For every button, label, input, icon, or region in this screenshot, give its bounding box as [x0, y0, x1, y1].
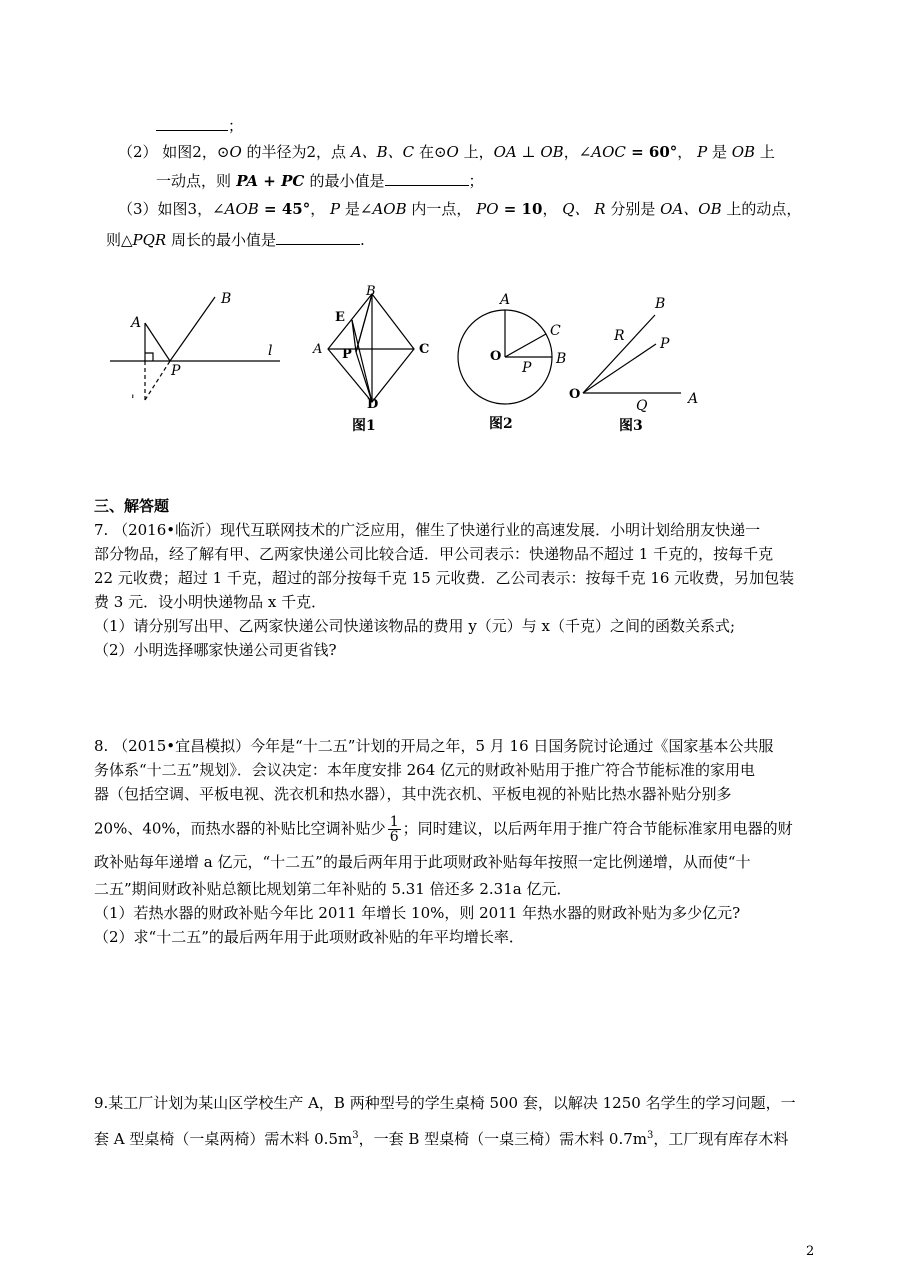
q8-line-7: （1）若热水器的财政补贴今年比 2011 年增长 10%，则 2011 年热水器的财政补贴为多少亿元?: [94, 904, 741, 922]
label-p: P: [660, 336, 670, 352]
geometry-figures: [0, 280, 909, 480]
label-a: A: [688, 391, 699, 407]
q9-line-2: 套 A 型桌椅（一桌两椅）需木料 $0.5m^3$，一套 B 型桌椅（一桌三椅）需木料 $0.7m^3$，工厂现有库存木料: [94, 1130, 789, 1148]
q7-line-1: 7. （2016•临沂）现代互联网技术的广泛应用，催生了快递行业的高速发展．小明计划给朋友快递一: [94, 521, 761, 539]
caption-fig3: 图3: [619, 418, 643, 434]
q8-line-4: 20%、40%，而热水器的补贴比空调补贴少 $\frac{1}{6}$ ；同时建议，以后两年用于推广符合节能标准家用电器的财: [94, 814, 793, 845]
q7-line-4: 费 3 元．设小明快递物品 x 千克．: [94, 593, 327, 611]
figure-angle: [583, 315, 681, 393]
q8-line-5: 政补贴每年递增 a 亿元，“十二五”的最后两年用于此项财政补贴每年按照一定比例递增，从而使“十: [94, 853, 751, 871]
label-b: B: [221, 291, 232, 307]
section-heading: 三、解答题: [94, 497, 170, 515]
segment-pb: [170, 297, 215, 361]
label-c: C: [550, 323, 561, 339]
q6-answer-blank-1: ；: [156, 116, 243, 135]
label-a: A: [500, 292, 511, 308]
caption-fig2: 图2: [489, 416, 513, 432]
page-number: 2: [806, 1244, 815, 1259]
right-angle-mark: [145, 353, 153, 361]
segment-bp: [356, 294, 372, 352]
segment-ap: [145, 323, 170, 361]
q8-line-1: 8. （2015•宜昌模拟）今年是“十二五”计划的开局之年，5 月 16 日国务院讨论通过《国家基本公共服: [94, 737, 774, 755]
answer-blank: [385, 171, 469, 186]
dashed-to-p: [145, 361, 170, 400]
q7-line-2: 部分物品，经了解有甲、乙两家快递公司比较合适．甲公司表示：快递物品不超过 1 千克的，按每千克: [94, 545, 774, 563]
q6-part3-line1: （3）如图3，∠AOB = 45°， P 是∠AOB 内一点， PO = 10， Q、 R 分别是 OA、OB 上的动点，: [118, 200, 802, 218]
label-l: l: [268, 343, 273, 359]
label-b: B: [655, 296, 666, 312]
label-p: P: [171, 363, 181, 379]
fraction-one-sixth: $\frac{1}{6}$: [389, 814, 399, 845]
caption-fig1: 图1: [352, 418, 376, 434]
label-a: A: [131, 315, 142, 331]
figure-line-l: [110, 297, 280, 400]
segment-pd: [356, 352, 372, 402]
q8-line-6: 二五”期间财政补贴总额比规划第二年补贴的 5.31 倍还多 2.31a 亿元．: [94, 880, 572, 898]
label-p: P: [522, 360, 532, 376]
q8-line-2: 务体系“十二五”规划》．会议决定：本年度安排 264 亿元的财政补贴用于推广符合节能标准的家用电: [94, 761, 756, 779]
q7-line-5: （1）请分别写出甲、乙两家快递公司快递该物品的费用 y（元）与 x（千克）之间的函数关系式;: [94, 617, 736, 635]
label-b: B: [366, 284, 376, 299]
q9-line-1: 9.某工厂计划为某山区学校生产 A，B 两种型号的学生桌椅 500 套，以解决 1250 名学生的学习问题，一: [94, 1094, 796, 1112]
q8-line-8: （2）求“十二五”的最后两年用于此项财政补贴的年平均增长率．: [94, 928, 524, 946]
answer-blank: [156, 116, 228, 131]
segment-op: [583, 344, 656, 393]
label-b: B: [556, 351, 567, 367]
label-o: O: [569, 387, 581, 402]
q6-part3-line2: 则△PQR 周长的最小值是 .: [106, 231, 365, 249]
label-e: E: [335, 310, 345, 325]
q8-line-3: 器（包括空调、平板电视、洗衣机和热水器），其中洗衣机、平板电视的补贴比热水器补贴分别多: [94, 785, 732, 803]
q6-part2-line2: 一动点，则 PA + PC 的最小值是 ；: [156, 172, 484, 190]
label-c: C: [419, 342, 430, 357]
figure-circle: [458, 310, 552, 404]
answer-blank: [276, 230, 360, 245]
radius-oc: [505, 334, 546, 357]
label-o: O: [490, 349, 502, 364]
q6-part2-line1: （2） 如图2，⊙O 的半径为2，点 A、B、C 在⊙O 上，OA ⊥ OB，∠AOC = 60°， P 是 OB 上: [118, 143, 775, 161]
label-d: D: [367, 397, 379, 412]
q7-line-6: （2）小明选择哪家快递公司更省钱?: [94, 641, 337, 659]
label-q: Q: [636, 398, 648, 414]
label-p: P: [342, 347, 352, 362]
label-r: R: [614, 328, 625, 344]
q7-line-3: 22 元收费；超过 1 千克，超过的部分按每千克 15 元收费．乙公司表示：按每千克 16 元收费，另加包装: [94, 569, 795, 587]
label-prime: ': [131, 393, 135, 408]
label-a: A: [313, 342, 323, 357]
ray-ob: [583, 315, 655, 393]
